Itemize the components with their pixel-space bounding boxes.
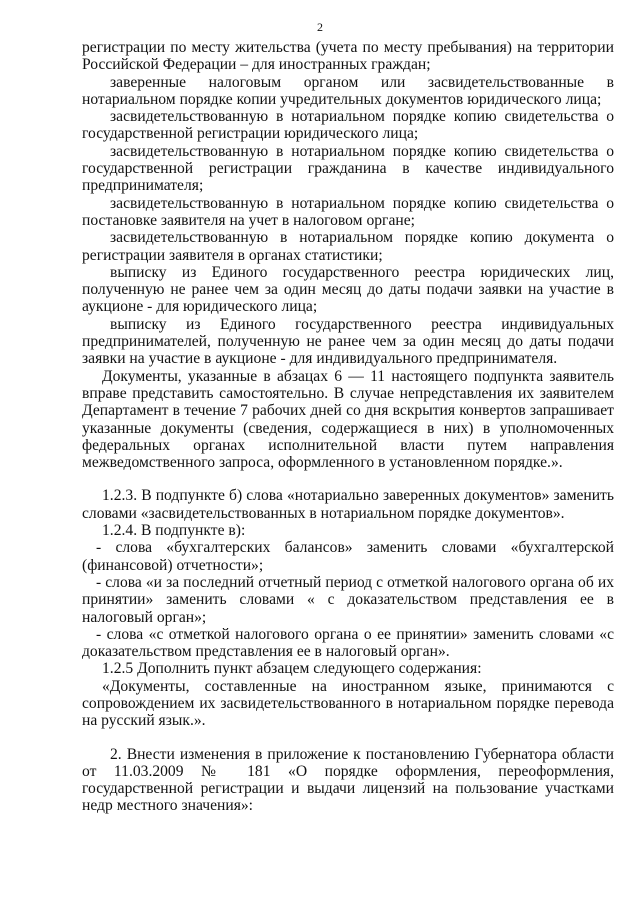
document-body	[82, 39, 614, 815]
paragraph-entrepreneurs-register-extract: выписку из Единого государственного реестра индивидуальных предпринимателей, полученную не ранее чем за один месяц до даты подачи заявки на участие в аукционе - для индивидуального предпринимателя.	[82, 315, 614, 368]
paragraph-tax-registration-certificate: засвидетельствованную в нотариальном порядке копию свидетельства о постановке заявителя на учет в налоговом органе;	[82, 194, 614, 229]
paragraph-item-1-2-3: 1.2.3. В подпункте б) слова «нотариально заверенных документов» заменить словами «засвидетельствованных в нотариальном порядке документов».	[82, 487, 614, 522]
paragraph-foreign-language-documents: «Документы, составленные на иностранном языке, принимаются с сопровождением их засвидетельствованного в нотариальном порядке перевода на русский язык.».	[82, 677, 614, 730]
paragraph-residence-registration: регистрации по месту жительства (учета по месту пребывания) на территории Российской Федерации – для иностранных граждан;	[82, 39, 614, 74]
paragraph-entrepreneur-certificate: засвидетельствованную в нотариальном порядке копию свидетельства о государственной регистрации гражданина в качестве индивидуального предпринимателя;	[82, 142, 614, 195]
paragraph-tax-authority-mark: - слова «с отметкой налогового органа о ее принятии» заменить словами «с доказательством представления ее в налоговый орган».	[82, 625, 614, 661]
paragraph-item-1-2-4: 1.2.4. В подпункте в):	[102, 522, 246, 540]
paragraph-documents-submission: Документы, указанные в абзацах 6 — 11 настоящего подпункта заявитель вправе представить самостоятельно. В случае непредставления их заявителем Департамент в течение 7 рабочих дней со дня вскрытия конвертов запрашивает указанные документы (сведения, содержащиеся в них) в уполномоченных федеральных органах исполнительной власти путем направления межведомственного запроса, оформленного в установленном порядке.».	[82, 367, 614, 472]
paragraph-legal-entity-certificate: засвидетельствованную в нотариальном порядке копию свидетельства о государственной регистрации юридического лица;	[82, 108, 614, 143]
paragraph-legal-entities-register-extract: выписку из Единого государственного реестра юридических лиц, полученную не ранее чем за один месяц до даты подачи заявки на участие в аукционе - для юридического лица;	[82, 263, 614, 316]
paragraph-item-1-2-5: 1.2.5 Дополнить пункт абзацем следующего содержания:	[102, 660, 482, 678]
paragraph-balance-sheets: - слова «бухгалтерских балансов» заменить словами «бухгалтерской (финансовой) отчетности»;	[82, 539, 614, 574]
paragraph-statistics-registration: засвидетельствованную в нотариальном порядке копию документа о регистрации заявителя в органах статистики;	[82, 229, 614, 264]
paragraph-founding-documents: заверенные налоговым органом или засвидетельствованные в нотариальном порядке копии учредительных документов юридического лица;	[82, 73, 614, 108]
page-number: 2	[317, 20, 323, 34]
paragraph-last-reporting-period: - слова «и за последний отчетный период с отметкой налогового органа об их принятии» заменить словами « с доказательством представления ее в налоговый орган»;	[82, 573, 614, 626]
paragraph-item-2: 2. Внести изменения в приложение к постановлению Губернатора области от 11.03.2009 № 181 «О порядке оформления, переоформления, государственной регистрации и выдачи лицензий на пользование участками недр местного значения»:	[82, 745, 614, 815]
